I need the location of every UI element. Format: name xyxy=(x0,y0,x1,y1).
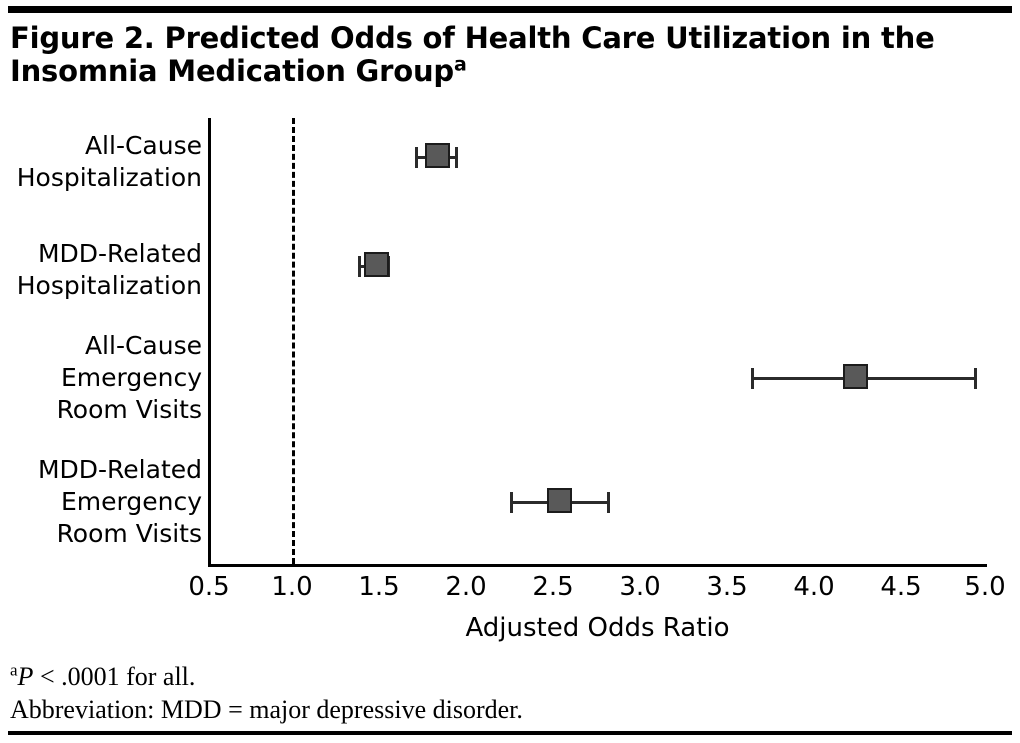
footnote-p-text: < .0001 for all. xyxy=(33,662,196,691)
category-label-line: Emergency xyxy=(60,487,202,516)
ci-cap-upper xyxy=(607,492,610,513)
category-label-all-cause-hospitalization xyxy=(0,130,202,194)
ci-cap-lower xyxy=(510,492,513,513)
point-estimate-marker xyxy=(547,488,572,513)
footnote-marker: a xyxy=(10,660,18,680)
x-tick-label: 2.5 xyxy=(532,572,574,602)
point-estimate-marker xyxy=(364,252,389,277)
category-label-mdd-related-er-visits xyxy=(0,454,202,550)
category-label-line: Room Visits xyxy=(56,519,202,548)
x-tick-label: 2.0 xyxy=(445,572,487,602)
category-label-line: All-Cause xyxy=(84,131,202,160)
category-label-line: Room Visits xyxy=(56,395,202,424)
top-rule xyxy=(8,6,1012,13)
x-tick-label: 0.5 xyxy=(188,572,230,602)
x-axis-line xyxy=(208,564,987,567)
x-tick-label: 4.5 xyxy=(880,572,922,602)
x-tick-label: 1.0 xyxy=(271,572,313,602)
figure-footnotes xyxy=(10,660,1000,726)
category-label-mdd-related-hospitalization xyxy=(0,238,202,302)
category-label-line: All-Cause xyxy=(84,331,202,360)
category-label-line: MDD-Related xyxy=(37,455,202,484)
footnote-p-symbol: P xyxy=(17,662,34,691)
ci-cap-lower xyxy=(415,147,418,168)
category-label-all-cause-er-visits xyxy=(0,330,202,426)
x-tick-label: 5.0 xyxy=(964,572,1006,602)
point-estimate-marker xyxy=(425,143,450,168)
figure-title xyxy=(10,22,970,88)
reference-line xyxy=(292,118,295,564)
forest-plot xyxy=(0,106,1020,643)
footnote-abbreviation: Abbreviation: MDD = major depressive disorder. xyxy=(10,695,523,724)
x-tick-label: 3.5 xyxy=(706,572,748,602)
point-estimate-marker xyxy=(843,364,868,389)
footnote-significance xyxy=(10,660,1000,693)
ci-cap-lower xyxy=(358,256,361,277)
ci-cap-upper xyxy=(455,147,458,168)
x-axis-title: Adjusted Odds Ratio xyxy=(465,613,730,643)
category-label-line: Hospitalization xyxy=(16,271,202,300)
y-axis-line xyxy=(208,118,211,566)
x-tick-label: 3.0 xyxy=(619,572,661,602)
x-tick-label: 4.0 xyxy=(793,572,835,602)
bottom-rule xyxy=(8,731,1012,735)
category-label-line: Hospitalization xyxy=(16,163,202,192)
ci-cap-upper xyxy=(974,368,977,389)
ci-cap-lower xyxy=(751,368,754,389)
figure-title-text: Figure 2. Predicted Odds of Health Care Utilization in the Insomnia Medication Group xyxy=(10,21,935,88)
category-label-line: Emergency xyxy=(60,363,202,392)
x-tick-label: 1.5 xyxy=(358,572,400,602)
figure-title-footnote-marker: a xyxy=(453,53,467,76)
category-label-line: MDD-Related xyxy=(37,239,202,268)
